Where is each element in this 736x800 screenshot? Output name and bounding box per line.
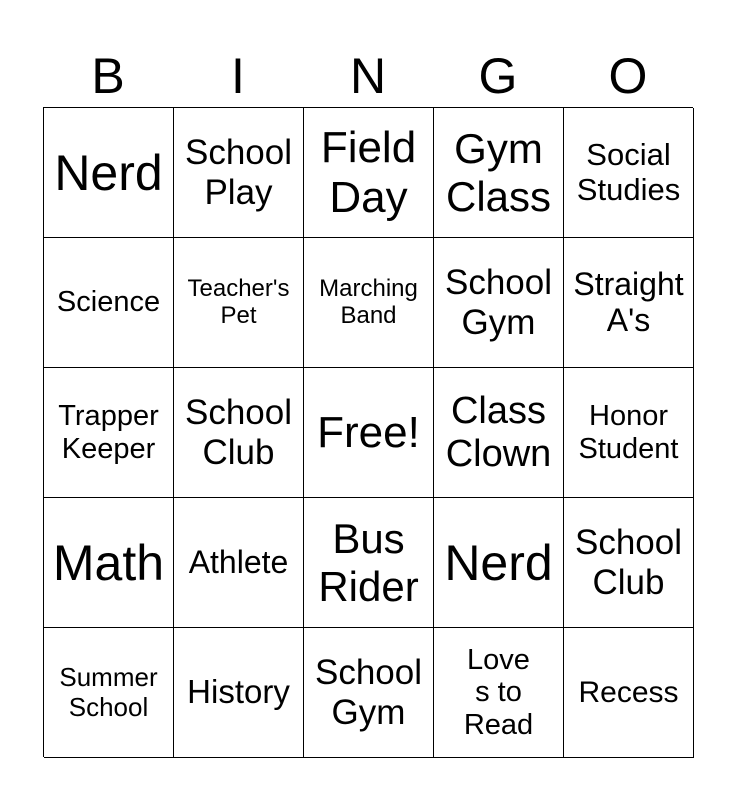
bingo-cell[interactable] [174,368,304,498]
cell-label: Science [56,286,161,319]
header-letter-b: B [91,48,125,104]
bingo-cell[interactable] [434,498,564,628]
cell-label: Athlete [188,543,289,580]
cell-label: Recess [578,675,679,709]
cell-label: Honor Student [578,400,679,465]
cell-label: History [187,673,290,711]
cell-label: School Play [184,133,293,212]
bingo-cell[interactable] [304,368,434,498]
cell-label: Teacher's Pet [187,274,290,329]
cell-label: Class Clown [445,389,552,475]
bingo-cell[interactable] [564,498,694,628]
cell-label: School Gym [314,653,423,732]
bingo-cell[interactable] [564,368,694,498]
cell-label: Loves to Read [463,643,534,741]
bingo-cell[interactable] [434,628,564,758]
cell-label: Nerd [54,144,163,201]
bingo-cell[interactable] [434,108,564,238]
cell-label: Straight A's [573,265,684,338]
bingo-header [43,46,693,106]
bingo-cell[interactable] [44,108,174,238]
bingo-cell[interactable] [44,498,174,628]
cell-label: Trapper Keeper [58,400,159,465]
bingo-cell[interactable] [304,628,434,758]
bingo-cell[interactable] [434,368,564,498]
header-letter-i: I [231,48,245,104]
cell-label: School Gym [444,263,553,342]
cell-label: Marching Band [319,274,418,329]
cell-label: Social Studies [576,136,681,207]
header-letter-o: O [608,48,648,104]
bingo-cell[interactable] [304,498,434,628]
bingo-cell[interactable] [44,238,174,368]
free-space: Free! [317,407,420,457]
bingo-cell[interactable] [174,628,304,758]
bingo-cell[interactable] [564,628,694,758]
bingo-cell[interactable] [304,238,434,368]
header-letter-g: G [478,48,518,104]
cell-label: School Club [574,523,683,602]
cell-label: School Club [184,393,293,472]
bingo-cell[interactable] [174,498,304,628]
cell-label: Summer School [59,662,158,722]
bingo-cell[interactable] [174,238,304,368]
cell-label: Bus Rider [318,515,419,610]
bingo-cell[interactable] [304,108,434,238]
cell-label: Nerd [444,534,553,591]
bingo-board [43,107,693,757]
cell-label: Field Day [320,123,417,222]
bingo-cell[interactable] [44,368,174,498]
bingo-cell[interactable] [44,628,174,758]
cell-label: Gym Class [445,125,552,220]
bingo-cell[interactable] [434,238,564,368]
bingo-cell[interactable] [564,238,694,368]
bingo-cell[interactable] [174,108,304,238]
cell-label: Math [52,534,165,591]
header-letter-n: N [349,48,387,104]
bingo-cell[interactable] [564,108,694,238]
